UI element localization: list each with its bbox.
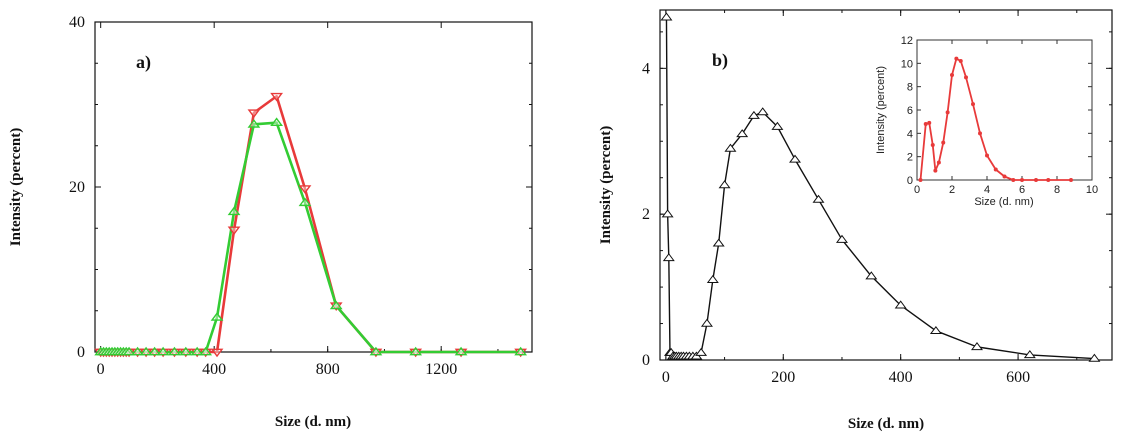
inset-y-tick-label: 6 bbox=[906, 105, 913, 117]
series-2-point bbox=[212, 313, 222, 320]
y-tick-label: 2 bbox=[642, 206, 650, 224]
series-black-point bbox=[714, 239, 724, 246]
inset-x-tick-label: 6 bbox=[1018, 184, 1026, 196]
series-black-point bbox=[663, 210, 673, 217]
series-line-2 bbox=[101, 123, 521, 352]
x-tick-label: 1200 bbox=[425, 361, 458, 378]
inset-point bbox=[931, 143, 935, 147]
inset-point bbox=[1069, 178, 1073, 182]
series-black-point bbox=[813, 196, 823, 203]
x-tick-label: 800 bbox=[315, 361, 340, 378]
inset-point bbox=[1034, 178, 1038, 182]
inset-point bbox=[933, 169, 937, 173]
series-black-point bbox=[664, 254, 674, 261]
inset-y-tick-label: 12 bbox=[900, 35, 913, 47]
series-black-point bbox=[661, 13, 671, 20]
inset-y-tick-label: 0 bbox=[906, 175, 913, 187]
plot-frame bbox=[95, 22, 532, 352]
series-black-point bbox=[696, 349, 706, 356]
x-tick-label: 0 bbox=[661, 369, 670, 386]
x-tick-label: 400 bbox=[888, 369, 913, 386]
inset-x-tick-label: 8 bbox=[1053, 184, 1061, 196]
inset-x-tick-label: 2 bbox=[948, 184, 956, 196]
inset-y-tick-label: 2 bbox=[906, 151, 913, 164]
inset-x-tick-label: 10 bbox=[1085, 184, 1099, 196]
inset-point bbox=[959, 59, 963, 63]
inset-point bbox=[985, 154, 989, 158]
y-tick-label: 4 bbox=[642, 60, 650, 78]
series-1-point bbox=[249, 110, 259, 117]
inset-point bbox=[941, 141, 945, 145]
inset-point bbox=[1003, 175, 1007, 179]
inset-x-axis-label: Size (d. nm) bbox=[974, 196, 1034, 208]
series-black-point bbox=[758, 108, 768, 115]
y-axis-label: Intensity (percent) bbox=[8, 127, 24, 247]
series-black-point bbox=[837, 236, 847, 243]
inset-point bbox=[919, 178, 923, 182]
inset-point bbox=[954, 57, 958, 61]
series-black-point bbox=[790, 155, 800, 162]
y-tick-label: 40 bbox=[69, 14, 85, 31]
series-black-point bbox=[866, 272, 876, 279]
inset-y-tick-label: 10 bbox=[900, 58, 913, 71]
x-tick-label: 400 bbox=[202, 361, 227, 378]
y-tick-label: 0 bbox=[77, 344, 85, 361]
series-black-point bbox=[725, 144, 735, 151]
series-black-point bbox=[702, 319, 712, 326]
inset-point bbox=[927, 121, 931, 125]
inset-point bbox=[971, 102, 975, 106]
inset-y-tick-label: 4 bbox=[906, 128, 913, 141]
x-tick-label: 200 bbox=[771, 369, 796, 386]
y-axis-label: Intensity (percent) bbox=[598, 125, 614, 245]
inset-point bbox=[937, 161, 941, 165]
y-tick-label: 0 bbox=[642, 352, 650, 369]
series-black-point bbox=[708, 276, 718, 283]
x-axis-label: Size (d. nm) bbox=[847, 416, 925, 432]
series-black-point bbox=[720, 181, 730, 188]
panel-label-a: a) bbox=[136, 52, 151, 72]
inset-y-tick-label: 8 bbox=[906, 81, 913, 94]
inset-point bbox=[1020, 178, 1024, 182]
y-tick-label: 20 bbox=[69, 179, 85, 196]
inset-point bbox=[946, 110, 950, 114]
inset-point bbox=[1011, 178, 1015, 182]
inset-point bbox=[964, 75, 968, 79]
x-tick-label: 0 bbox=[96, 361, 105, 378]
x-tick-label: 600 bbox=[1006, 369, 1031, 386]
inset-x-tick-label: 4 bbox=[983, 184, 991, 196]
inset-point bbox=[924, 122, 928, 126]
inset-x-tick-label: 0 bbox=[913, 184, 921, 196]
inset-point bbox=[994, 168, 998, 172]
panel-label-b: b) bbox=[712, 50, 729, 70]
inset-point bbox=[950, 73, 954, 77]
inset-y-axis-label: Intensity (percent) bbox=[875, 65, 887, 155]
inset-point bbox=[978, 131, 982, 135]
inset-point bbox=[1046, 178, 1050, 182]
x-axis-label: Size (d. nm) bbox=[274, 414, 352, 430]
series-black-point bbox=[737, 130, 747, 137]
inset-frame bbox=[917, 40, 1092, 180]
